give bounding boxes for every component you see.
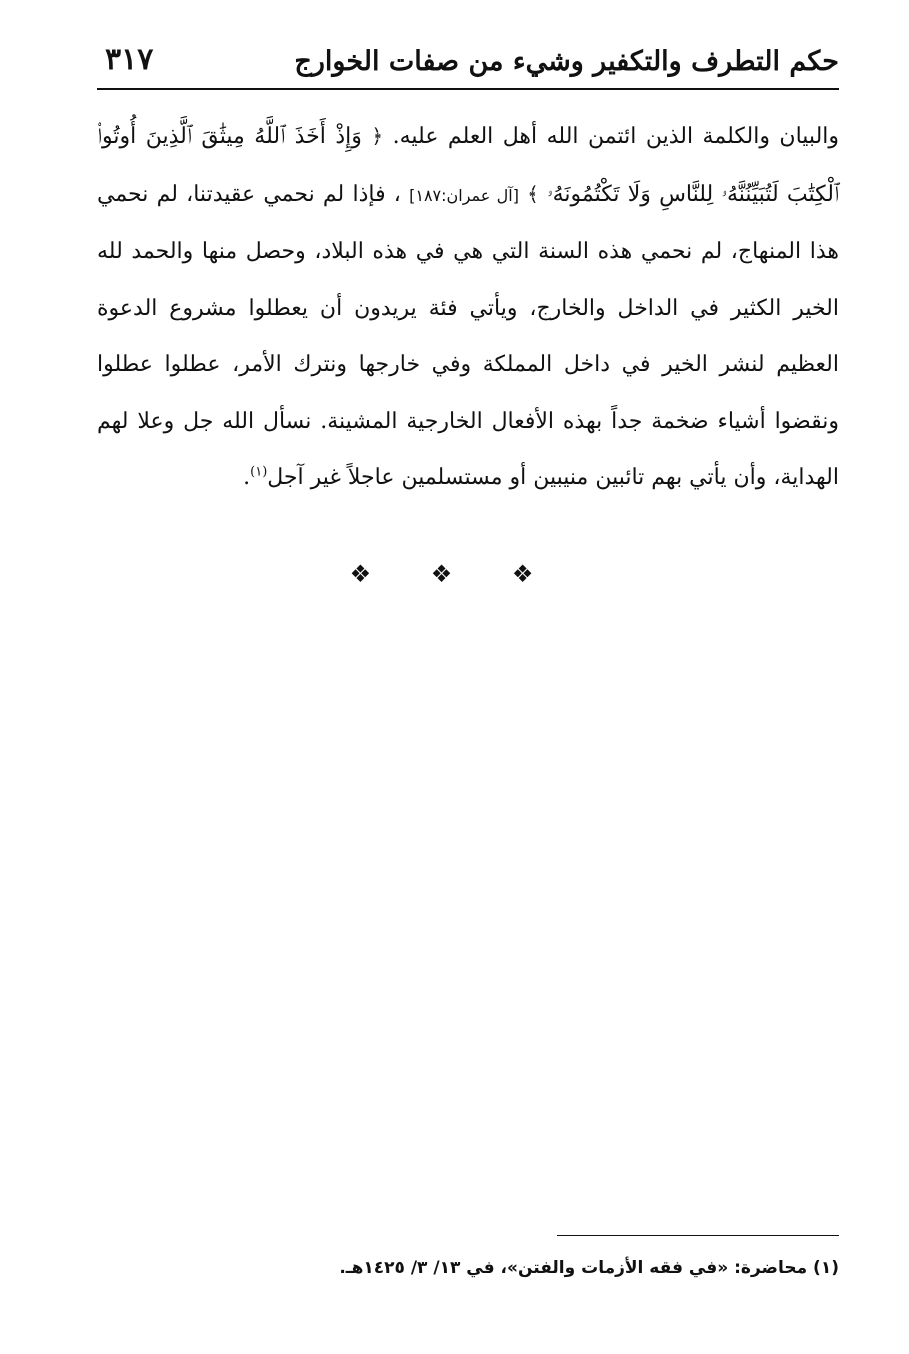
verse-citation: [آل عمران:١٨٧] (409, 185, 519, 205)
footnote-reference: (١) (250, 464, 268, 480)
quran-brace-open: ﴿ (371, 124, 384, 148)
paragraph-intro: والبيان والكلمة الذين ائتمن الله أهل العلم عليه. (392, 124, 840, 149)
page-number: ٣١٧ (105, 42, 154, 77)
paragraph-end: . (243, 465, 251, 490)
page-title: حكم التطرف والتكفير وشيء من صفات الخوارج (294, 46, 839, 77)
body-text (97, 108, 839, 507)
paragraph-body: ، فإذا لم نحمي عقيدتنا، لم نحمي هذا المنهاج، لم نحمي هذه السنة التي هي في هذه البلاد، وحصل منها والحمد لله الخير الكثير في الداخل والخارج، ويأتي فئة يريدون أن يعطلوا مشروع الدعوة العظيم لنشر الخير في داخل المملكة وفي خارجها ونترك الأمر، عطلوا عطلوا ونقضوا أشياء ضخمة جداً بهذه الأفعال الخارجية المشينة. نسأل الله جل وعلا لهم الهداية، وأن يأتي بهم تائبين منيبين أو مستسلمين عاجلاً غير آجل (97, 181, 839, 490)
footnote: (١) محاضرة: «في فقه الأزمات والفتن»، في ١٣/ ٣/ ١٤٢٥هـ. (339, 1258, 839, 1278)
header-rule (97, 88, 839, 90)
section-separator: ❖ ❖ ❖ (349, 560, 560, 588)
paragraph (97, 108, 839, 507)
quran-brace-close: ﴾ (527, 181, 539, 206)
footnote-rule (557, 1235, 839, 1236)
page-header (97, 38, 839, 88)
quran-verse: وَإِذْ أَخَذَ ٱللَّهُ مِيثَٰقَ ٱلَّذِينَ أُوتُوا۟ ٱلْكِتَٰبَ لَتُبَيِّنُنَّهُۥ لِلنَّاسِ وَلَا تَكْتُمُونَهُۥ (97, 124, 839, 207)
